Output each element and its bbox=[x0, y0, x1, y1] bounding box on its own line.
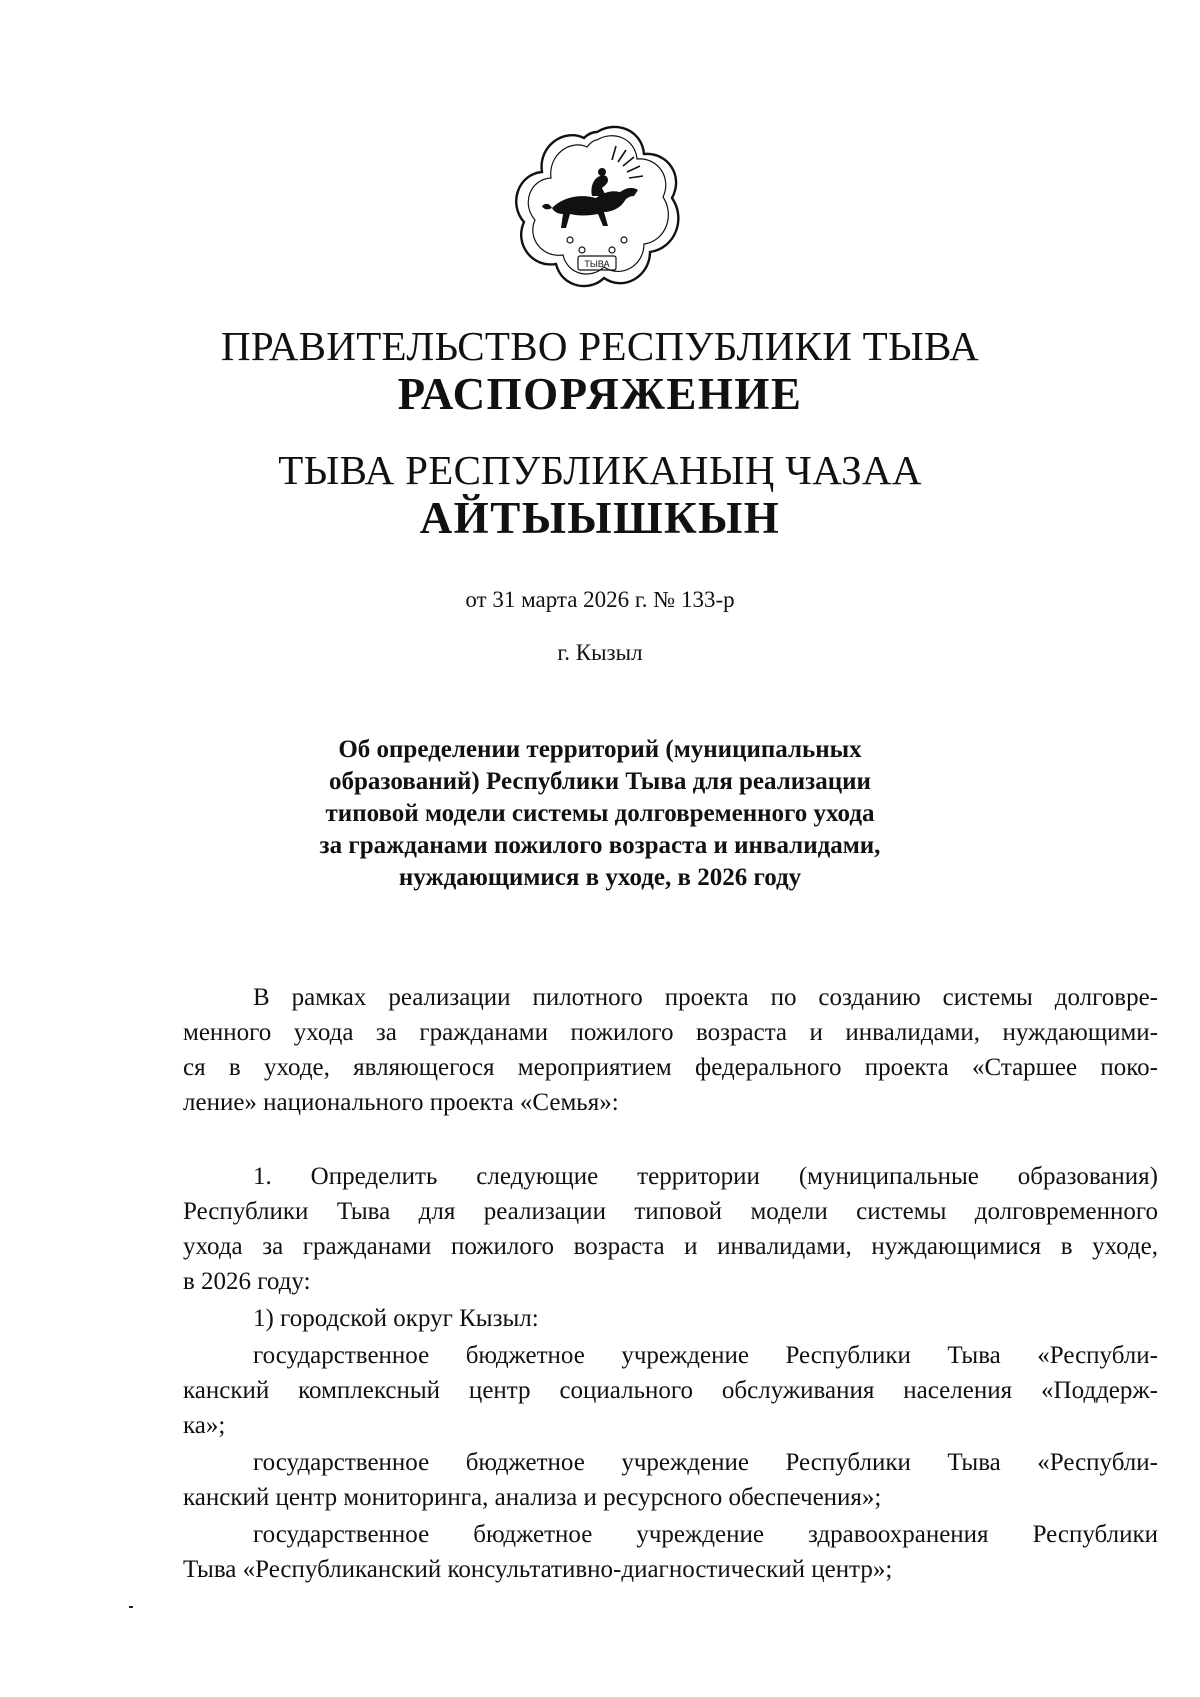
sub-item-1: 1) городской округ Кызыл: bbox=[253, 1305, 539, 1332]
title-line: нуждающимися в уходе, в 2026 году bbox=[398, 864, 802, 891]
institution-1-line: государственное бюджетное учреждение Республики Тыва «Республи- bbox=[253, 1342, 1158, 1369]
institution-1-line: канский комплексный центр социального обслуживания населения «Поддерж- bbox=[183, 1377, 1158, 1404]
item-1-line: ухода за гражданами пожилого возраста и инвалидами, нуждающимися в уходе, bbox=[183, 1233, 1158, 1260]
scan-mark bbox=[129, 1606, 133, 1608]
institution-2-line: государственное бюджетное учреждение Республики Тыва «Республи- bbox=[253, 1449, 1158, 1476]
tuva-emblem-icon bbox=[512, 122, 682, 292]
org-name-ru: ПРАВИТЕЛЬСТВО РЕСПУБЛИКИ ТЫВА bbox=[220, 323, 980, 369]
item-1-line: Республики Тыва для реализации типовой модели системы долговременного bbox=[183, 1198, 1158, 1225]
preamble-line: ление» национального проекта «Семья»: bbox=[183, 1089, 619, 1116]
title-line: Об определении территорий (муниципальных bbox=[338, 736, 862, 763]
doc-type-tyv: АЙТЫЫШКЫН bbox=[419, 493, 781, 543]
preamble-line: ся в уходе, являющегося мероприятием федерального проекта «Старшее поко- bbox=[183, 1054, 1158, 1081]
preamble-line: В рамках реализации пилотного проекта по созданию системы долговре- bbox=[253, 984, 1158, 1011]
document-date-number: от 31 марта 2026 г. № 133-р bbox=[465, 587, 735, 612]
institution-2-line: канский центр мониторинга, анализа и ресурсного обеспечения»; bbox=[183, 1484, 882, 1511]
item-1-line: в 2026 году: bbox=[183, 1268, 311, 1295]
document-city: г. Кызыл bbox=[557, 640, 643, 665]
preamble-line: менного ухода за гражданами пожилого возраста и инвалидами, нуждающими- bbox=[183, 1019, 1158, 1046]
document-title bbox=[300, 734, 900, 894]
title-line: типовой модели системы долговременного ухода bbox=[325, 800, 875, 827]
item-1-line: 1. Определить следующие территории (муниципальные образования) bbox=[253, 1163, 1158, 1190]
emblem-text: ТЫВА bbox=[584, 259, 610, 269]
title-line: за гражданами пожилого возраста и инвалидами, bbox=[319, 832, 881, 859]
title-line: образований) Республики Тыва для реализации bbox=[329, 768, 871, 795]
institution-3-line: государственное бюджетное учреждение здравоохранения Республики bbox=[253, 1521, 1158, 1548]
institution-1-line: ка»; bbox=[183, 1412, 226, 1439]
org-name-tyv: ТЫВА РЕСПУБЛИКАНЫҢ ЧАЗАА bbox=[278, 447, 922, 493]
institution-3-line: Тыва «Республиканский консультативно-диагностический центр»; bbox=[183, 1556, 893, 1583]
doc-type-ru: РАСПОРЯЖЕНИЕ bbox=[397, 369, 803, 419]
